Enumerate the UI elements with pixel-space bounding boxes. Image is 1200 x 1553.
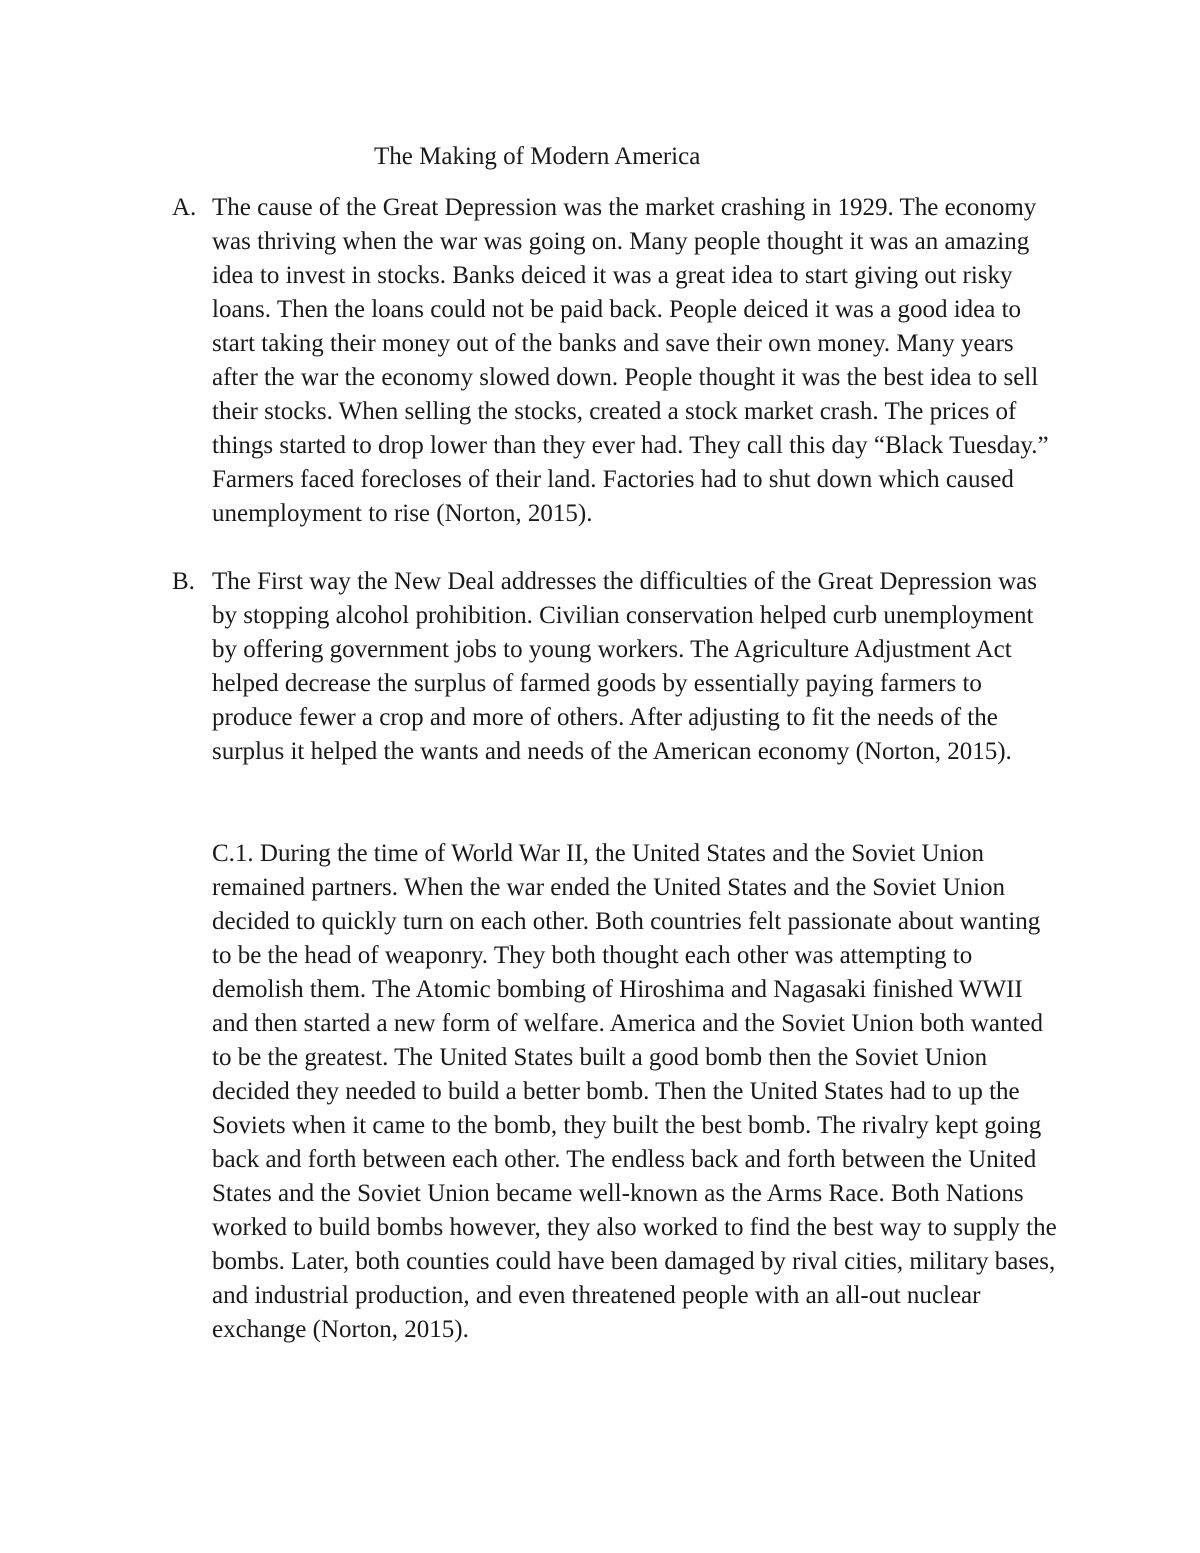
- list-item-b: [172, 565, 1062, 769]
- paragraph-b: The First way the New Deal addresses the difficulties of the Great Depression was by stopping alcohol prohibition. Civilian conservation helped curb unemployment by offering government jobs to young workers. The Agriculture Adjustment Act helped decrease the surplus of farmed goods by essentially paying farmers to produce fewer a crop and more of others. After adjusting to fit the needs of the surplus it helped the wants and needs of the American economy (Norton, 2015).: [212, 568, 1037, 765]
- list-item-a: [172, 191, 1062, 531]
- list-marker-a: A.: [172, 194, 197, 221]
- paragraph-a: The cause of the Great Depression was the market crashing in 1929. The economy was thriving when the war was going on. Many people thought it was an amazing idea to invest in stocks. Banks deiced it was a great idea to start giving out risky loans. Then the loans could not be paid back. People deiced it was a good idea to start taking their money out of the banks and save their own money. Many years after the war the economy slowed down. People thought it was the best idea to sell their stocks. When selling the stocks, created a stock market crash. The prices of things started to drop lower than they ever had. They call this day “Black Tuesday.” Farmers faced forecloses of their land. Factories had to shut down which caused unemployment to rise (Norton, 2015).: [212, 194, 1049, 527]
- paragraph-c1: C.1. During the time of World War II, the United States and the Soviet Union remained partners. When the war ended the United States and the Soviet Union decided to quickly turn on each other. Both countries felt passionate about wanting to be the head of weaponry. They both thought each other was attempting to demolish them. The Atomic bombing of Hiroshima and Nagasaki finished WWII and then started a new form of welfare. America and the Soviet Union both wanted to be the greatest. The United States built a good bomb then the Soviet Union decided they needed to build a better bomb. Then the United States had to up the Soviets when it came to the bomb, they built the best bomb. The rivalry kept going back and forth between each other. The endless back and forth between the United States and the Soviet Union became well-known as the Arms Race. Both Nations worked to build bombs however, they also worked to find the best way to supply the bombs. Later, both counties could have been damaged by rival cities, military bases, and industrial production, and even threatened people with an all-out nuclear exchange (Norton, 2015).: [212, 840, 1057, 1343]
- document-title: The Making of Modern America: [374, 143, 701, 170]
- list-marker-b: B.: [172, 568, 195, 595]
